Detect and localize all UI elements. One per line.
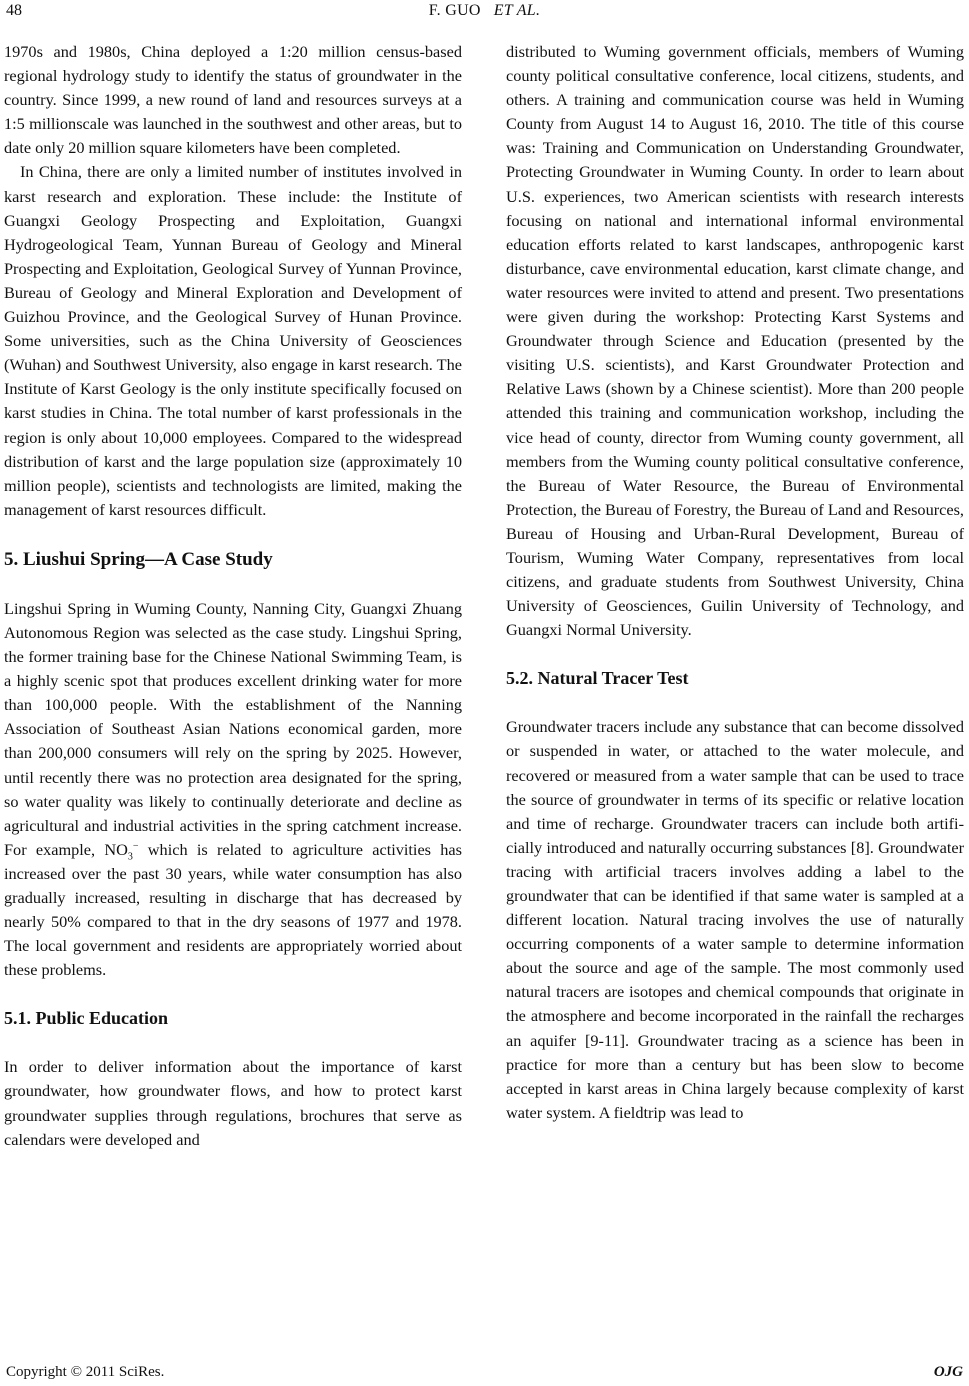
paragraph: In China, there are only a limited number of institutes involved in karst research and exploration. These include: the Institute of Guangxi Geology Prospecting and Exploitation, Guangxi Hydrogeological Team, Yunnan Bureau of Geology and Mineral Prospecting and Exploitation, Geological Survey of Yunnan Province, Bureau of Geology and Mineral Exploration and Development of Guizhou Province, and the Geological Survey of Hunan Province. Some universities, such as the China University of Geosciences (Wuhan) and Southwest University, also engage in karst research. The Institute of Karst Geology is the only institute specifically focused on karst studies in China. The total number of karst professionals in the region is only about 10,000 employees. Compared to the widespread distribution of karst and the large population size (approximately 10 million people), scientists and technologists are limited, making the management of karst resources difficult. [4,162,462,519]
text-run: which is related to agriculture activities has increased over the past 30 years, while water consumption has also gradually increased, resulting in discharge that has decreased by nearly 50% compared to that in the dry seasons of 1977 and 1978. The local government and residents are appropriately worried about these problems. [4,839,462,980]
section-heading-5: 5. Liushui Spring―A Case Study [4,548,273,570]
author-name: F. GUO [428,2,481,19]
et-al: ET AL. [493,2,541,19]
running-head-authors [6,2,963,20]
page-number: 48 [6,2,22,19]
paragraph [4,597,462,983]
paragraph: distributed to Wuming government officials, members of Wuming county political consultative conference, local citizens, students, and others. A training and communication course was held in Wuming County from August 14 to August 16, 2010. The title of this course was: Training and Communication on Understanding Groundwater, Protecting Groundwater in Wuming County. In order to learn about U.S. experiences, two American scientists with research interests focusing on national and international informal environmental education efforts related to karst landscapes, anthropogenic karst disturbance, cave environmental education, karst climate change, and water resources were invited to attend and present. Two presentations were given during the workshop: Protecting Karst Systems and Groundwater through Science and Education (presented by the visiting U.S. scientists), and Karst Groundwater Protection and Relative Laws (shown by a Chinese scientist). More than 200 people attended this training and communication workshop, including the vice head of county, director from Wuming county government, all members from the Wuming county political consultative conference, the Bureau of Water Resource, the Bureau of Environmental Protection, the Bureau of Forestry, the Bureau of Land and Resources, Bureau of Housing and Urban-Rural Development, Bureau of Tourism, Wuming Water Company, representatives from local citizens, and graduate students from Southwest University, China University of Geosciences, Guilin University of Technology, and Guangxi Normal University. [506,42,964,640]
journal-abbrev: OJG [933,1364,963,1380]
superscript: − [132,840,139,852]
page-header [6,2,963,22]
right-column [506,40,964,1125]
copyright: Copyright © 2011 SciRes. [6,1364,165,1380]
paragraph: 1970s and 1980s, China deployed a 1:20 million census-based regional hydrology study to identify the status of groundwater in the country. Since 1999, a new round of land and resources surveys at a 1:5 millionscale was launched in the southwest and other areas, but to date only 20 million square kilometers have been completed. [4,42,462,158]
text-run: Lingshui Spring in Wuming County, Nanning City, Guangxi Zhuang Autonomous Region was selected as the case study. Lingshui Spring, the former training base for the Chinese National Swimming Team, is a highly scenic spot that produces excellent drinking water for more than 100,000 people. With the establishment of the Nanning Association of Southeast Asian Nations economical garden, more than 200,000 consumers will rely on the spring by 2025. However, until recently there was no protection area designated for the spring, so water quality was likely to continually deteriorate and decline as agricultural and industrial activities in the spring catchment increase. For example, NO [4,598,462,859]
subsection-heading-5-1: 5.1. Public Education [4,1008,169,1029]
subsection-heading-5-2: 5.2. Natural Tracer Test [506,668,689,689]
left-column [4,40,462,1152]
paragraph: Groundwater tracers include any substance that can become dissolved or suspended in water, or attached to the water molecule, and recovered or measured from a water sample that can be used to trace the source of groundwater in terms of its specific or relative location and time of recharge. Groundwater tracers can include both artificially introduced and naturally occurring substances [8]. Groundwater tracing with artificial tracers involves adding a label to the groundwater that can be identified if that same water is sampled at a different location. Natural tracing involves the use of naturally occurring components of a water sample to determine information about the source and age of the sample. The most commonly used natural tracers are isotopes and chemical compounds that originate in the atmosphere and become incorporated in the rainfall the recharges an aquifer [9-11]. Groundwater tracing as a science has been in practice for more than a century but has been slow to become accepted in karst areas in China largely because complexity of karst water system. A fieldtrip was lead to [506,717,964,1122]
paragraph: In order to deliver information about the importance of karst groundwater, how groundwater flows, and how to protect karst groundwater supplies through regulations, brochures that serve as calendars were developed and [4,1057,462,1149]
subscript: 3 [127,851,133,863]
